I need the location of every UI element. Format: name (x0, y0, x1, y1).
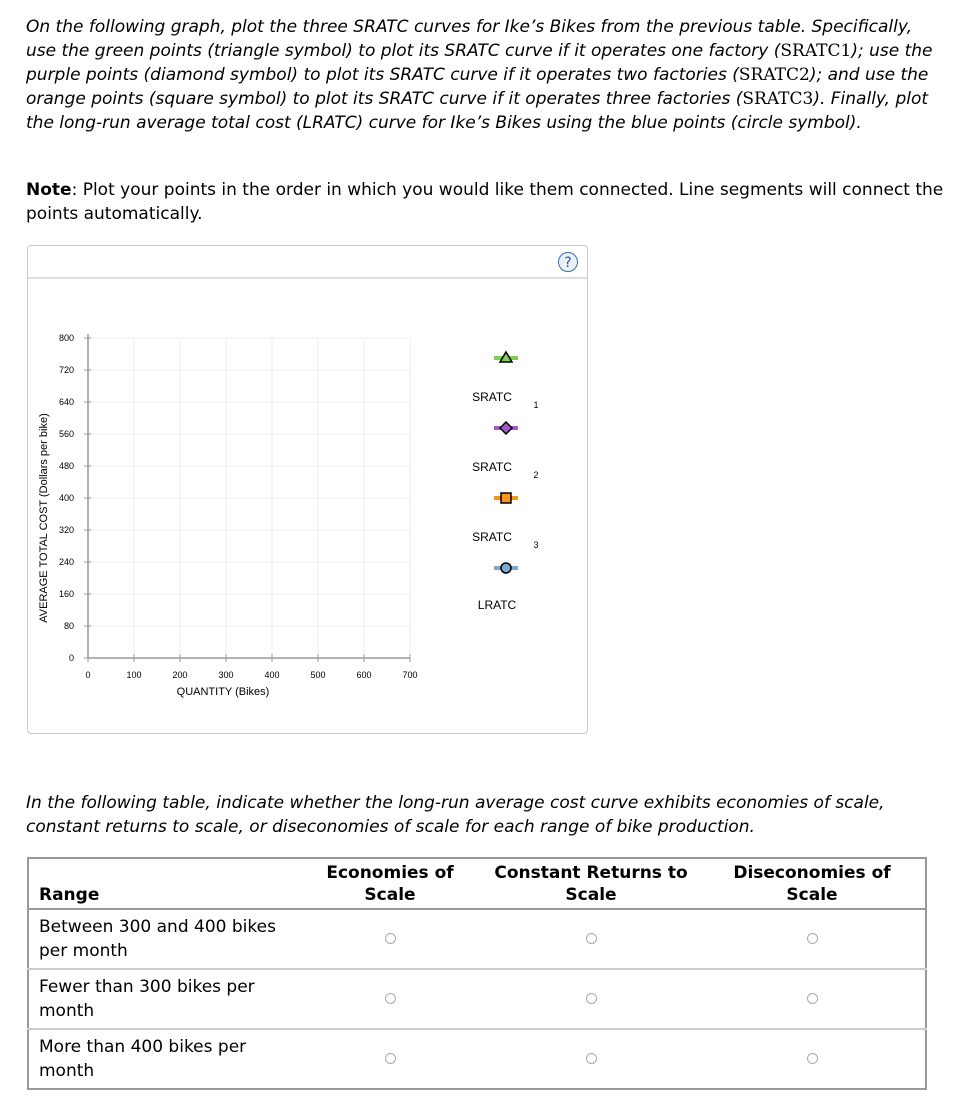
table-row (28, 1029, 926, 1089)
y-tick-label: 0 (68, 653, 74, 663)
x-tick-label: 100 (126, 670, 142, 680)
range-label: Between 300 and 400 bikes per month (39, 917, 276, 961)
radio-constant[interactable] (586, 933, 597, 944)
y-tick-label: 400 (58, 493, 74, 503)
y-tick-label: 320 (58, 525, 74, 535)
radio-diseconomies[interactable] (807, 1053, 818, 1064)
sratc1-label: SRATC (780, 41, 841, 61)
diamond-icon (500, 422, 512, 434)
radio-economies[interactable] (385, 933, 396, 944)
sratc3-label: SRATC (742, 89, 803, 109)
square-icon (501, 493, 511, 503)
note-text: : Plot your points in the order in which you would like them connected. Line segments will connect the points automatically. (26, 180, 944, 224)
y-axis-label: AVERAGE TOTAL COST (Dollars per bike) (38, 413, 50, 623)
scale-table (27, 857, 927, 1090)
radio-diseconomies[interactable] (807, 933, 818, 944)
x-axis-label: QUANTITY (Bikes) (176, 686, 270, 698)
y-tick-label: 800 (58, 333, 74, 343)
sratc3-sub: 3 (802, 89, 814, 109)
legend-label: LRATC (477, 598, 517, 612)
table-header-row (28, 858, 926, 909)
radio-constant[interactable] (586, 1053, 597, 1064)
x-tick-label: 300 (218, 670, 234, 680)
table-row (28, 909, 926, 969)
y-tick-label: 720 (58, 365, 74, 375)
radio-economies[interactable] (385, 993, 396, 1004)
legend-subscript: 1 (533, 400, 539, 410)
y-tick-label: 640 (58, 397, 74, 407)
x-tick-label: 200 (172, 670, 188, 680)
y-tick-label: 80 (63, 621, 74, 631)
note-label: Note (26, 180, 72, 200)
y-tick-label: 240 (58, 557, 74, 567)
instruction-text: ); and use the orange points (square symbol) to plot its SRATC curve if it operates three factories ( (26, 65, 929, 109)
legend-label: SRATC (472, 530, 512, 544)
x-tick-label: 600 (356, 670, 372, 680)
header-range: Range (39, 885, 100, 905)
table-row (28, 969, 926, 1029)
sratc1-sub: 1 (840, 41, 852, 61)
y-tick-label: 160 (58, 589, 74, 599)
legend-label: SRATC (472, 460, 512, 474)
y-tick-label: 560 (58, 429, 74, 439)
sratc2-sub: 2 (799, 65, 810, 85)
circle-icon (501, 563, 511, 573)
radio-diseconomies[interactable] (807, 993, 818, 1004)
header-economies: Economies of Scale (326, 863, 454, 905)
instruction-text: On the following graph, plot the three SRATC curves for Ike’s Bikes from the previous table. Specifically, use the green points (triangle symbol) to plot its SRATC curve if it operates one factory ( (26, 17, 912, 61)
radio-constant[interactable] (586, 993, 597, 1004)
header-diseconomies: Diseconomies of Scale (733, 863, 891, 905)
x-tick-label: 0 (85, 670, 91, 680)
x-tick-label: 700 (402, 670, 418, 680)
legend-subscript: 2 (533, 470, 539, 480)
instruction-text: ). Finally, plot the long-run average total cost (LRATC) curve for Ike’s Bikes using the blue points (circle symbol). (26, 89, 929, 133)
sratc2-label: SRATC (738, 65, 800, 85)
range-label: Fewer than 300 bikes per month (39, 977, 255, 1021)
table-intro: In the following table, indicate whether the long-run average cost curve exhibits economies of scale, constant returns to scale, or diseconomies of scale for each range of bike production. (26, 793, 885, 837)
x-tick-label: 500 (310, 670, 326, 680)
x-tick-label: 400 (264, 670, 280, 680)
legend-subscript: 3 (533, 540, 539, 550)
header-constant: Constant Returns to Scale (494, 863, 688, 905)
radio-economies[interactable] (385, 1053, 396, 1064)
legend-label: SRATC (472, 390, 512, 404)
instruction-text: ); use the purple points (diamond symbol) to plot its SRATC curve if it operates two factories ( (26, 41, 933, 85)
y-tick-label: 480 (58, 461, 74, 471)
range-label: More than 400 bikes per month (39, 1037, 247, 1081)
help-icon[interactable]: ? (558, 252, 578, 272)
